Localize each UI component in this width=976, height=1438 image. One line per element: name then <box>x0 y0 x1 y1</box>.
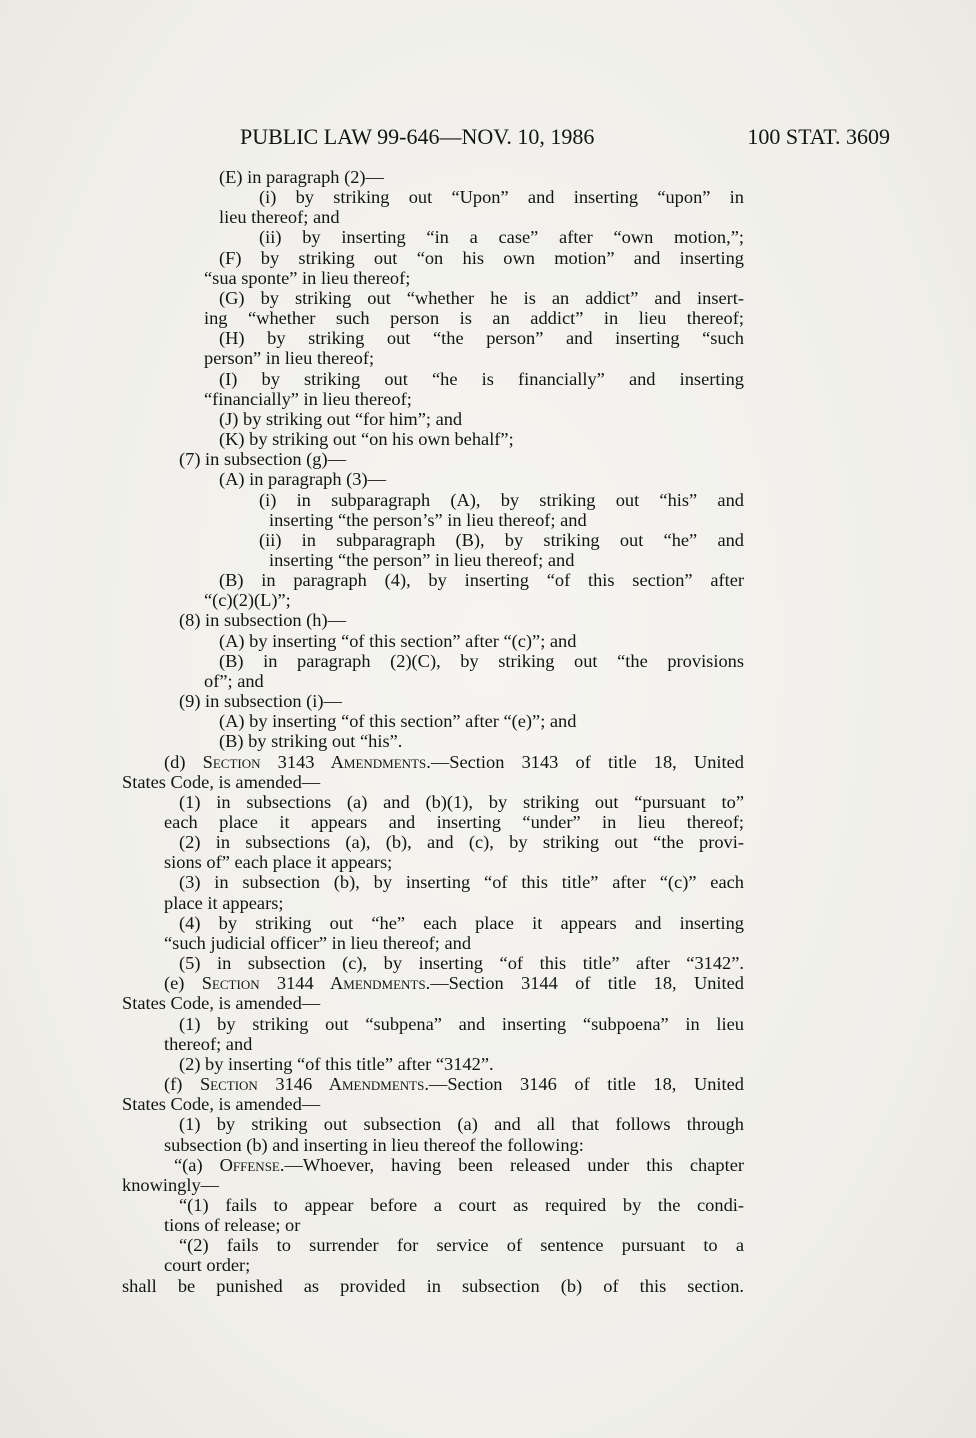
line-text: “(a) <box>174 1154 220 1175</box>
line-text: (e) <box>164 973 202 994</box>
text-line <box>204 590 744 610</box>
line-text: (1) in subsections (a) and (b)(1), by striking out “pursuant to” <box>179 791 744 812</box>
text-line <box>204 389 744 409</box>
text-line <box>259 530 744 550</box>
page-header <box>240 124 890 150</box>
line-text: (B) by striking out “his”. <box>219 731 403 752</box>
line-text: thereof; and <box>164 1033 253 1054</box>
text-line <box>179 792 744 812</box>
section-heading: Section 3143 Amendments <box>202 751 427 772</box>
text-line <box>219 469 744 489</box>
line-text: inserting “the person’s” in lieu thereof; and <box>269 509 587 530</box>
text-line <box>164 1135 744 1155</box>
line-text: tions of release; or <box>164 1215 301 1236</box>
line-text: States Code, is amended— <box>122 1094 321 1115</box>
line-text: place it appears; <box>164 892 284 913</box>
text-line <box>219 409 744 429</box>
line-text: person” in lieu thereof; <box>204 348 375 369</box>
line-text: (4) by striking out “he” each place it appears and inserting <box>179 912 744 933</box>
line-text: (B) in paragraph (4), by inserting “of this section” after <box>219 570 744 591</box>
text-line <box>269 550 744 570</box>
text-line <box>219 369 744 389</box>
text-line <box>179 832 744 852</box>
text-line <box>259 227 744 247</box>
text-line <box>179 1195 744 1215</box>
text-line <box>179 872 744 892</box>
line-text-cont: .—Section 3144 of title 18, United <box>425 973 744 994</box>
line-text: (1) by striking out subsection (a) and all that follows through <box>179 1114 744 1135</box>
text-line <box>164 973 744 993</box>
text-line <box>204 308 744 328</box>
text-line <box>122 1094 744 1114</box>
line-text: each place it appears and inserting “under” in lieu thereof; <box>164 812 744 832</box>
line-text: “(2) fails to surrender for service of sentence pursuant to a <box>179 1235 744 1256</box>
line-text: “(1) fails to appear before a court as required by the condi- <box>179 1194 744 1215</box>
text-line <box>164 1215 744 1235</box>
line-text: (K) by striking out “on his own behalf”; <box>219 429 514 450</box>
line-text: (5) in subsection (c), by inserting “of this title” after “3142”. <box>179 953 744 974</box>
line-text: “sua sponte” in lieu thereof; <box>204 267 411 288</box>
text-line <box>164 1074 744 1094</box>
text-line <box>219 711 744 731</box>
line-text-cont: .—Section 3146 of title 18, United <box>424 1074 744 1095</box>
line-text: lieu thereof; and <box>219 207 340 228</box>
text-line <box>219 207 744 227</box>
text-line <box>219 328 744 348</box>
line-text: (E) in paragraph (2)— <box>219 167 384 187</box>
line-text: (2) in subsections (a), (b), and (c), by striking out “the provi- <box>179 832 744 853</box>
text-line <box>164 852 744 872</box>
statute-body <box>122 167 744 1296</box>
text-line <box>164 893 744 913</box>
line-text: (J) by striking out “for him”; and <box>219 408 463 429</box>
text-line <box>164 752 744 772</box>
text-line <box>219 429 744 449</box>
text-line <box>179 913 744 933</box>
text-line <box>204 348 744 368</box>
line-text: (9) in subsection (i)— <box>179 691 342 712</box>
text-line <box>164 933 744 953</box>
text-line <box>259 490 744 510</box>
line-text: (8) in subsection (h)— <box>179 610 347 631</box>
line-text: (7) in subsection (g)— <box>179 449 347 470</box>
line-text: (A) by inserting “of this section” after “(c)”; and <box>219 630 577 651</box>
line-text: “(c)(2)(L)”; <box>204 590 291 611</box>
text-line <box>179 1054 744 1074</box>
text-line <box>174 1155 744 1175</box>
text-line <box>179 1114 744 1134</box>
text-line <box>219 167 744 187</box>
line-text: shall be punished as provided in subsection (b) of this section. <box>122 1275 744 1296</box>
text-line <box>179 1014 744 1034</box>
text-line <box>164 812 744 832</box>
line-text: (ii) in subparagraph (B), by striking out “he” and <box>259 529 744 550</box>
text-line <box>179 1235 744 1255</box>
text-line <box>179 691 744 711</box>
line-text: (i) by striking out “Upon” and inserting “upon” in <box>259 187 744 208</box>
line-text: (f) <box>164 1074 200 1095</box>
line-text: court order; <box>164 1255 251 1276</box>
page-header-stat: 100 STAT. 3609 <box>747 124 890 149</box>
text-line <box>219 631 744 651</box>
line-text: (B) in paragraph (2)(C), by striking out “the provisions <box>219 650 744 671</box>
text-line <box>259 187 744 207</box>
text-line <box>164 1255 744 1275</box>
line-text-cont: .—Section 3143 of title 18, United <box>426 751 745 772</box>
page-header-title: PUBLIC LAW 99-646—NOV. 10, 1986 <box>240 124 595 149</box>
line-text: (3) in subsection (b), by inserting “of this title” after “(c)” each <box>179 872 744 893</box>
line-text: (ii) by inserting “in a case” after “own motion,”; <box>259 227 744 248</box>
line-text: sions of” each place it appears; <box>164 852 393 873</box>
line-text: (A) in paragraph (3)— <box>219 469 386 490</box>
line-text: States Code, is amended— <box>122 993 321 1014</box>
line-text: subsection (b) and inserting in lieu thereof the following: <box>164 1134 584 1155</box>
line-text: ing “whether such person is an addict” in lieu thereof; <box>204 308 744 329</box>
section-heading: Section 3144 Amendments <box>201 973 426 994</box>
text-line <box>219 731 744 751</box>
text-line <box>204 268 744 288</box>
text-line <box>122 1175 744 1195</box>
line-text: “financially” in lieu thereof; <box>204 388 412 409</box>
line-text: (H) by striking out “the person” and inserting “such <box>219 328 744 349</box>
text-line <box>179 610 744 630</box>
text-line <box>219 288 744 308</box>
section-heading: Section 3146 Amendments <box>199 1074 425 1095</box>
text-line <box>219 651 744 671</box>
line-text: (1) by striking out “subpena” and inserting “subpoena” in lieu <box>179 1013 744 1034</box>
text-line <box>179 449 744 469</box>
line-text: (2) by inserting “of this title” after “3142”. <box>179 1053 494 1074</box>
line-text: inserting “the person” in lieu thereof; and <box>269 549 575 570</box>
line-text: (I) by striking out “he is financially” and inserting <box>219 368 744 389</box>
line-text-cont: .—Whoever, having been released under this chapter <box>279 1154 744 1175</box>
text-line <box>164 1034 744 1054</box>
text-line <box>219 570 744 590</box>
line-text: of”; and <box>204 670 264 691</box>
line-text: (F) by striking out “on his own motion” and inserting <box>219 247 744 268</box>
text-line <box>219 248 744 268</box>
line-text: (G) by striking out “whether he is an addict” and insert- <box>219 287 744 308</box>
line-text: “such judicial officer” in lieu thereof; and <box>164 932 472 953</box>
line-text: (d) <box>164 751 203 772</box>
line-text: (i) in subparagraph (A), by striking out “his” and <box>259 489 744 510</box>
line-text: knowingly— <box>122 1174 220 1195</box>
text-line <box>179 953 744 973</box>
text-line <box>269 510 744 530</box>
line-text: States Code, is amended— <box>122 771 321 792</box>
text-line <box>122 1276 744 1296</box>
text-line <box>122 772 744 792</box>
text-line <box>204 671 744 691</box>
line-text: (A) by inserting “of this section” after “(e)”; and <box>219 711 577 732</box>
section-heading: Offense <box>219 1154 280 1175</box>
text-line <box>122 993 744 1013</box>
